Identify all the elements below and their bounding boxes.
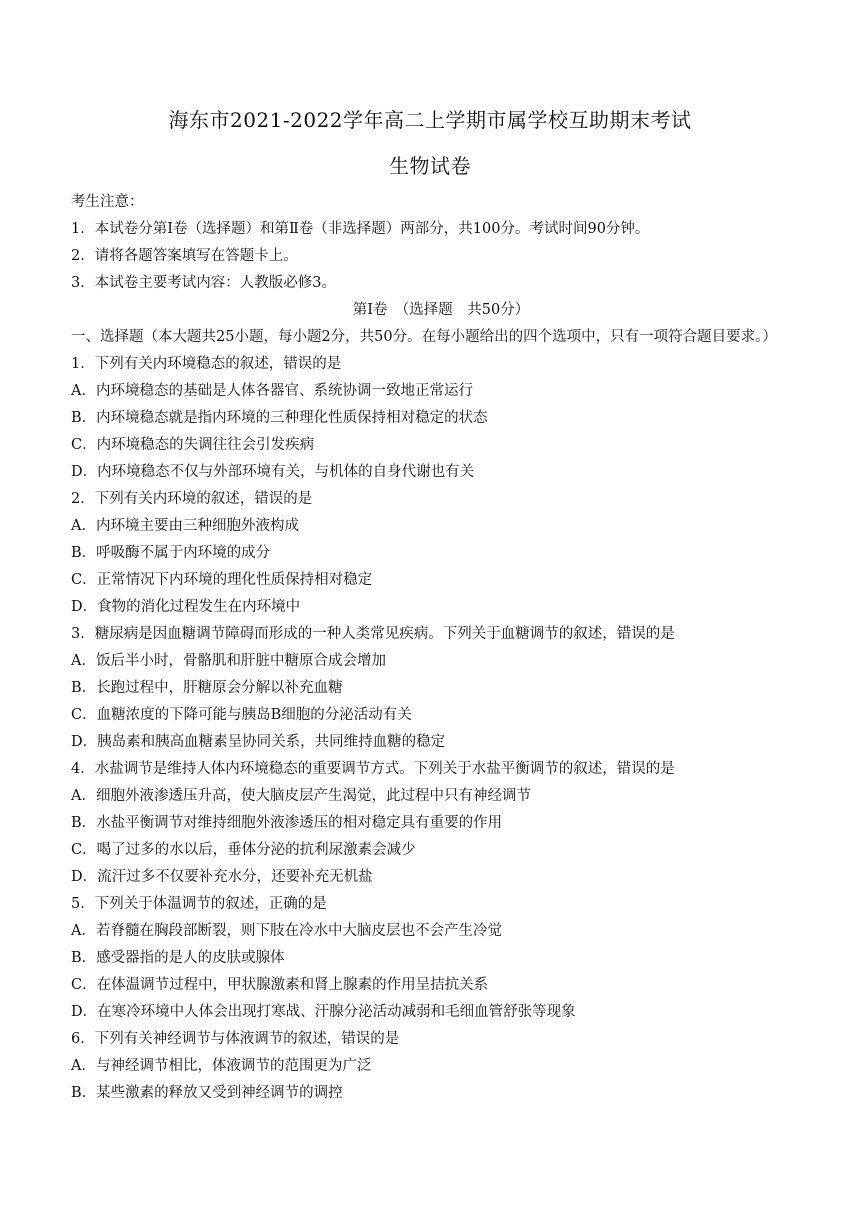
question-stem: 5．下列关于体温调节的叙述，正确的是 bbox=[71, 896, 327, 912]
question-option: C．血糖浓度的下降可能与胰岛B细胞的分泌活动有关 bbox=[71, 707, 412, 723]
question-option: A．内环境主要由三种细胞外液构成 bbox=[71, 518, 299, 534]
notice-item: 1．本试卷分第Ⅰ卷（选择题）和第Ⅱ卷（非选择题）两部分，共100分。考试时间90分钟。 bbox=[71, 221, 650, 237]
section-instructions: 一、选择题（本大题共25小题，每小题2分，共50分。在每小题给出的四个选项中，只有一项符合题目要求。） bbox=[71, 329, 777, 345]
question-option: C．正常情况下内环境的理化性质保持相对稳定 bbox=[71, 572, 373, 588]
exam-subject: 生物试卷 bbox=[389, 154, 471, 178]
question-option: A．内环境稳态的基础是人体各器官、系统协调一致地正常运行 bbox=[71, 383, 473, 399]
notice-item: 3．本试卷主要考试内容：人教版必修3。 bbox=[71, 275, 336, 291]
question-option: B．长跑过程中，肝糖原会分解以补充血糖 bbox=[71, 680, 343, 696]
notice-item: 2．请将各题答案填写在答题卡上。 bbox=[71, 248, 298, 264]
question-option: B．呼吸酶不属于内环境的成分 bbox=[71, 545, 271, 561]
question-option: B．某些激素的释放又受到神经调节的调控 bbox=[71, 1085, 343, 1101]
question-option: C．喝了过多的水以后，垂体分泌的抗利尿激素会减少 bbox=[71, 842, 416, 858]
question-option: D．内环境稳态不仅与外部环境有关，与机体的自身代谢也有关 bbox=[71, 464, 475, 480]
question-option: D．胰岛素和胰高血糖素呈协同关系，共同维持血糖的稳定 bbox=[71, 734, 446, 750]
question-stem: 3．糖尿病是因血糖调节障碍而形成的一种人类常见疾病。下列关于血糖调节的叙述，错误的是 bbox=[71, 626, 675, 642]
question-option: C．在体温调节过程中，甲状腺激素和肾上腺素的作用呈拮抗关系 bbox=[71, 977, 489, 993]
question-option: A．饭后半小时，骨骼肌和肝脏中糖原合成会增加 bbox=[71, 653, 386, 669]
question-option: D．食物的消化过程发生在内环境中 bbox=[71, 599, 301, 615]
question-stem: 4．水盐调节是维持人体内环境稳态的重要调节方式。下列关于水盐平衡调节的叙述，错误的是 bbox=[71, 761, 675, 777]
question-option: B．水盐平衡调节对维持细胞外液渗透压的相对稳定具有重要的作用 bbox=[71, 815, 503, 831]
question-stem: 1．下列有关内环境稳态的叙述，错误的是 bbox=[71, 356, 342, 372]
question-option: D．在寒冷环境中人体会出现打寒战、汗腺分泌活动减弱和毛细血管舒张等现象 bbox=[71, 1004, 576, 1020]
question-stem: 2．下列有关内环境的叙述，错误的是 bbox=[71, 491, 313, 507]
question-option: D．流汗过多不仅要补充水分，还要补充无机盐 bbox=[71, 869, 373, 885]
question-option: A．与神经调节相比，体液调节的范围更为广泛 bbox=[71, 1058, 372, 1074]
question-option: B．内环境稳态就是指内环境的三种理化性质保持相对稳定的状态 bbox=[71, 410, 488, 426]
question-option: B．感受器指的是人的皮肤或腺体 bbox=[71, 950, 285, 966]
section-title: 第Ⅰ卷 （选择题 共50分） bbox=[352, 302, 530, 318]
question-option: A．细胞外液渗透压升高，使大脑皮层产生渴觉，此过程中只有神经调节 bbox=[71, 788, 531, 804]
question-option: C．内环境稳态的失调往往会引发疾病 bbox=[71, 437, 315, 453]
question-stem: 6．下列有关神经调节与体液调节的叙述，错误的是 bbox=[71, 1031, 400, 1047]
notice-heading: 考生注意： bbox=[71, 194, 144, 210]
question-option: A．若脊髓在胸段部断裂，则下肢在冷水中大脑皮层也不会产生冷觉 bbox=[71, 923, 502, 939]
exam-body bbox=[71, 189, 811, 1107]
exam-title: 海东市2021-2022学年高二上学期市属学校互助期末考试 bbox=[168, 108, 692, 132]
